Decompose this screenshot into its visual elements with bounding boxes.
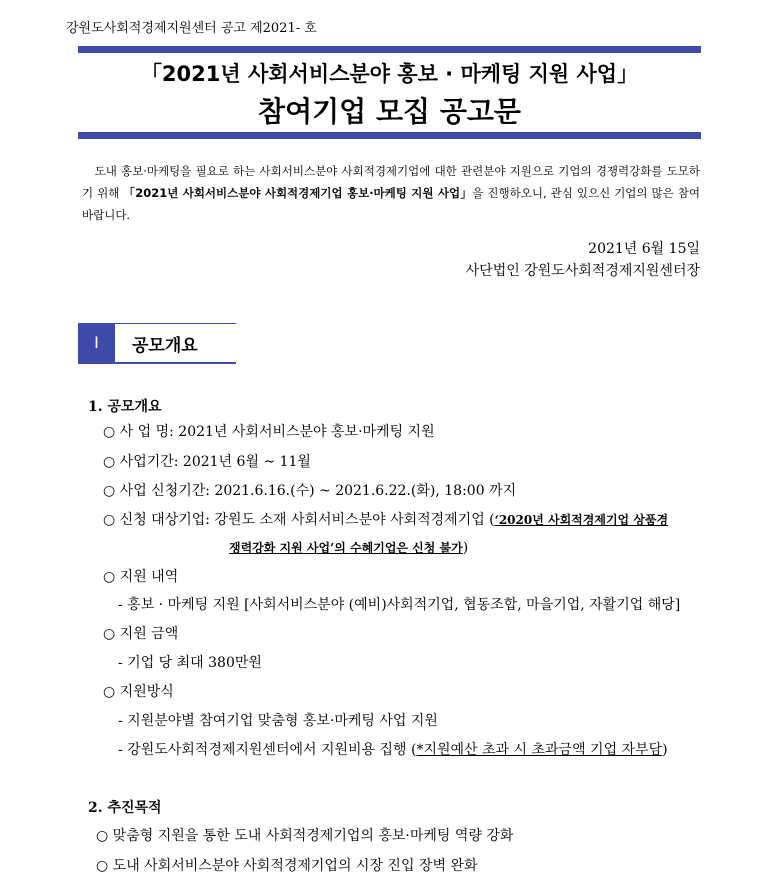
intro-text-after: 을 진행하오니, 관심 있으신 기업의 많은 참여바랍니다.	[82, 186, 700, 222]
project-name: ○ 사 업 명: 2021년 사회서비스분야 홍보·마케팅 지원	[103, 424, 435, 440]
title-line-1: 「2021년 사회서비스분야 홍보 · 마케팅 지원 사업」	[140, 62, 639, 86]
target-note-line1: ‘2020년 사회적경제기업 상품경	[494, 513, 669, 527]
target-note-close: )	[462, 540, 469, 556]
purpose-item-1: ○ 맞춤형 지원을 통한 도내 사회적경제기업의 홍보·마케팅 역량 강화	[96, 828, 514, 844]
support-method-item-2	[118, 739, 668, 759]
intro-paragraph	[82, 160, 700, 226]
purpose-item-2: ○ 도내 사회서비스분야 사회적경제기업의 시장 진입 장벽 완화	[96, 858, 478, 874]
title-bottom-bar	[78, 132, 701, 139]
intro-text-before: 도내 홍보·마케팅을 필요로 하는 사회서비스분야 사회적경제기업에 대한 관련분야 지원으로 기업의 경쟁력강화를 도모하기 위해	[82, 164, 701, 200]
support-detail-heading: ○ 지원 내역	[103, 569, 179, 585]
application-period: ○ 사업 신청기간: 2021.6.16.(수) ~ 2021.6.22.(화), 18:00 까지	[103, 483, 517, 499]
support-method-item-1: - 지원분야별 참여기업 맞춤형 홍보·마케팅 사업 지원	[118, 713, 438, 729]
support-amount-item: - 기업 당 최대 380만원	[118, 655, 262, 671]
support-method-item-2-text: - 강원도사회적경제지원센터에서 지원비용 집행 (	[118, 742, 417, 758]
section-header	[78, 323, 236, 364]
section-number-badge: Ⅰ	[78, 324, 115, 362]
project-period: ○ 사업기간: 2021년 6월 ~ 11월	[103, 454, 311, 470]
intro-text-emphasis: 「2021년 사회서비스분야 사회적경제기업 홍보·마케팅 지원 사업」	[123, 186, 473, 200]
support-detail-item: - 홍보 · 마케팅 지원 [사회서비스분야 (예비)사회적기업, 협동조합, 마을기업, 자활기업 해당]	[118, 597, 681, 613]
target-note-continued	[229, 537, 468, 556]
purpose-heading: 2. 추진목적	[88, 800, 162, 816]
target-company	[103, 509, 668, 529]
title-top-bar	[78, 46, 701, 53]
issuing-organization: 사단법인 강원도사회적경제지원센터장	[465, 263, 700, 279]
notice-date: 2021년 6월 15일	[588, 241, 700, 257]
overview-heading: 1. 공모개요	[88, 399, 162, 415]
support-method-heading: ○ 지원방식	[103, 684, 174, 700]
support-method-item-2-close: )	[662, 742, 668, 758]
page-title: 참여기업 모집 공고문	[258, 95, 521, 128]
support-method-item-2-note: *지원예산 초과 시 초과금액 기업 자부담	[416, 742, 663, 758]
support-amount-heading: ○ 지원 금액	[103, 626, 179, 642]
target-main-text: ○ 신청 대상기업: 강원도 소재 사회서비스분야 사회적경제기업 (	[103, 512, 495, 528]
section-title: 공모개요	[132, 336, 198, 356]
target-note-line2: 쟁력강화 지원 사업’의 수혜기업은 신청 불가	[229, 541, 463, 555]
notice-number: 강원도사회적경제지원센터 공고 제2021- 호	[66, 21, 317, 36]
